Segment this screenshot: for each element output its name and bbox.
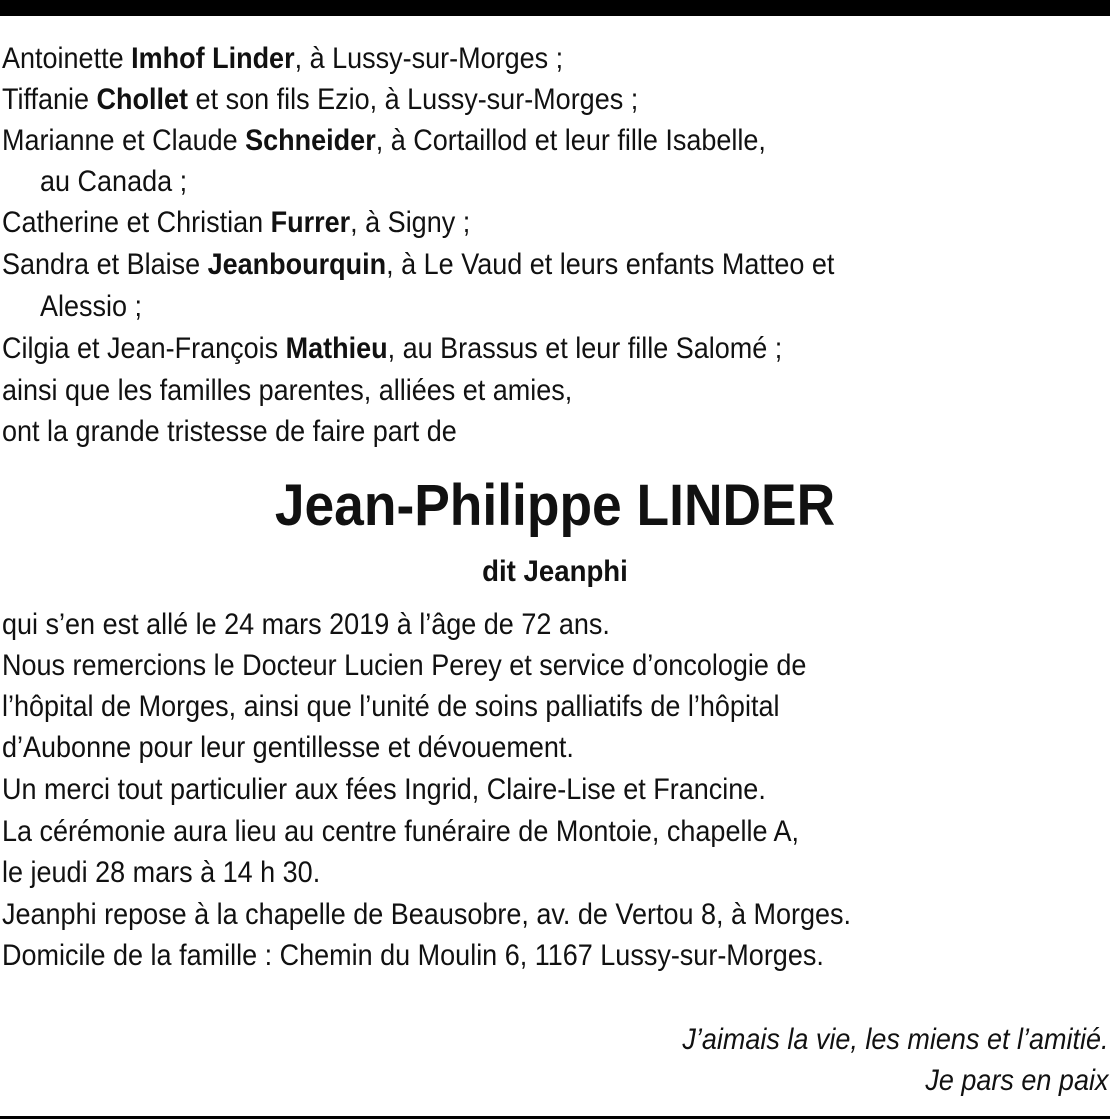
family-surname: Schneider xyxy=(245,124,376,157)
family-surname: Jeanbourquin xyxy=(207,248,387,281)
family-line: Antoinette Imhof Linder, à Lussy-sur-Morges ; xyxy=(2,42,564,75)
intro-line: ainsi que les familles parentes, alliées et amies, xyxy=(2,374,573,407)
body-line: d’Aubonne pour leur gentillesse et dévouement. xyxy=(2,731,574,764)
body-line: Un merci tout particulier aux fées Ingrid, Claire-Lise et Francine. xyxy=(2,773,766,806)
family-line-continued: Alessio ; xyxy=(40,290,143,323)
body-line: Domicile de la famille : Chemin du Moulin 6, 1167 Lussy-sur-Morges. xyxy=(2,939,824,972)
body-line: l’hôpital de Morges, ainsi que l’unité de soins palliatifs de l’hôpital xyxy=(2,690,780,723)
body-line: Nous remercions le Docteur Lucien Perey et service d’oncologie de xyxy=(2,649,807,682)
closing-quote-line: Je pars en paix xyxy=(924,1064,1108,1097)
deceased-name: Jean-Philippe LINDER xyxy=(274,473,836,538)
body-line: qui s’en est allé le 24 mars 2019 à l’âge de 72 ans. xyxy=(2,608,610,641)
family-line: Sandra et Blaise Jeanbourquin, à Le Vaud et leurs enfants Matteo et xyxy=(2,248,835,281)
family-line: Tiffanie Chollet et son fils Ezio, à Lussy-sur-Morges ; xyxy=(2,83,639,116)
family-line: Catherine et Christian Furrer, à Signy ; xyxy=(2,206,471,239)
body-line: Jeanphi repose à la chapelle de Beausobre, av. de Vertou 8, à Morges. xyxy=(2,898,852,931)
top-rule xyxy=(0,0,1110,16)
family-line-continued: au Canada ; xyxy=(40,165,188,198)
closing-quote-line: J’aimais la vie, les miens et l’amitié. xyxy=(681,1023,1108,1056)
family-line: Cilgia et Jean-François Mathieu, au Brassus et leur fille Salomé ; xyxy=(2,332,783,365)
family-surname: Mathieu xyxy=(285,332,388,365)
body-line: La cérémonie aura lieu au centre funéraire de Montoie, chapelle A, xyxy=(2,815,800,848)
family-surname: Furrer xyxy=(270,206,351,239)
family-line: Marianne et Claude Schneider, à Cortaillod et leur fille Isabelle, xyxy=(2,124,766,157)
family-surname: Chollet xyxy=(96,83,189,116)
deceased-nickname: dit Jeanphi xyxy=(482,555,628,588)
intro-line: ont la grande tristesse de faire part de xyxy=(2,415,457,448)
body-line: le jeudi 28 mars à 14 h 30. xyxy=(2,856,321,889)
family-surname: Imhof Linder xyxy=(131,42,295,75)
